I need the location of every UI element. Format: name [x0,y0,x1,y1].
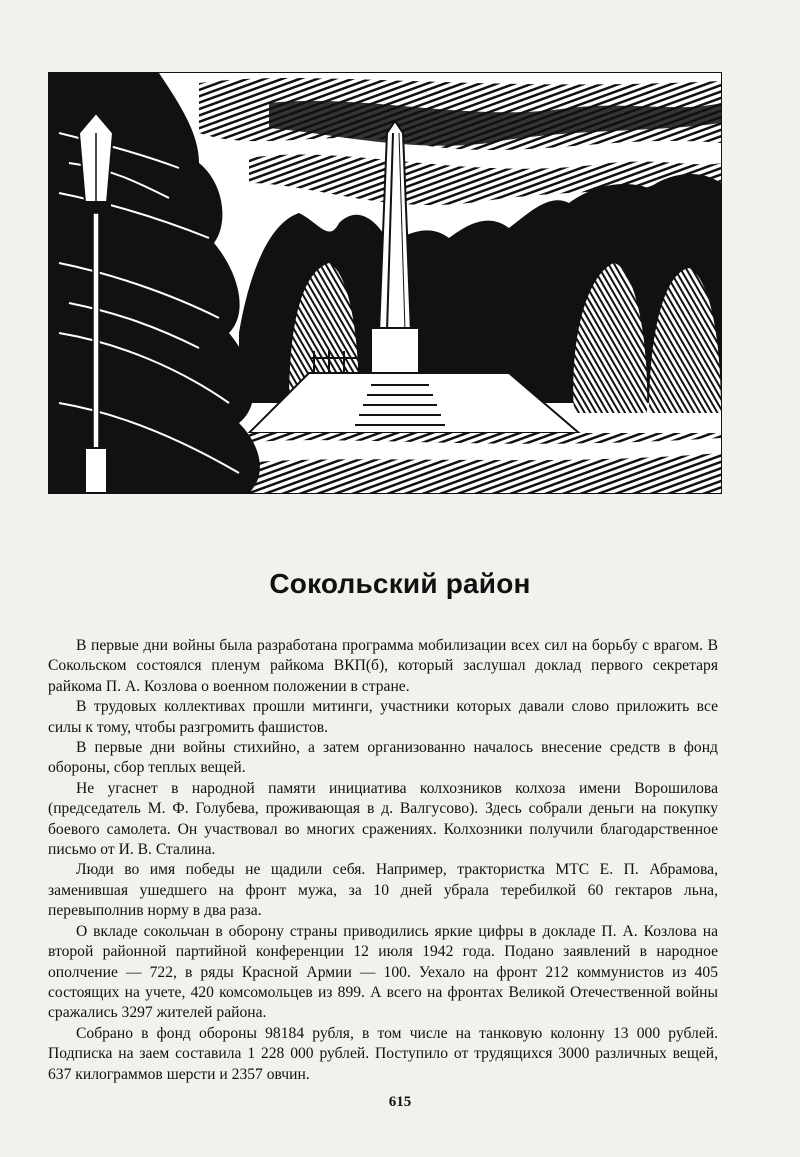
paragraph: Не угаснет в народной памяти инициатива колхозников колхоза имени Ворошилова (председатель М. Ф. Голубева, проживающая в д. Валгусово). Здесь собрали деньги на покупку боевого самолета. Он участвовал во многих сражениях. Колхозники получили благодарственное письмо от И. В. Сталина. [48,779,718,859]
woodcut-illustration [49,73,721,493]
article-body [48,636,718,1085]
page-title: Сокольский район [269,568,531,599]
woodcut-obelisk-memorial-icon [48,72,722,494]
paragraph: Собрано в фонд обороны 98184 рубля, в том числе на танковую колонну 13 000 рублей. Подписка на заем составила 1 228 000 рублей. Поступило от трудящихся 3000 различных вещей, 637 килограммов шерсти и 2357 овчин. [48,1024,718,1083]
paragraph: Люди во имя победы не щадили себя. Например, трактористка МТС Е. П. Абрамова, заменившая ушедшего на фронт мужа, за 10 дней убрала теребилкой 60 гектаров льна, перевыполнив норму в два раза. [48,861,718,920]
paragraph: О вкладе сокольчан в оборону страны приводились яркие цифры в докладе П. А. Козлова на второй районной партийной конференции 12 июля 1942 года. Подано заявлений в народное ополчение — 722, в ряды Красной Армии — 100. Уехало на фронт 212 коммунистов из 405 состоящих на учете, 420 комсомольцев из 899. А всего на фронтах Великой Отечественной войны сражались 3297 жителей района. [48,922,718,1022]
page-number: 615 [388,1094,412,1110]
paragraph: В первые дни войны была разработана программа мобилизации всех сил на борьбу с врагом. В Сокольском состоялся пленум райкома ВКП(б), который заслушал доклад первого секретаря райкома П. А. Козлова о военном положении в стране. [48,637,718,695]
paragraph: В первые дни войны стихийно, а затем организованно началось внесение средств в фонд обороны, сбор теплых вещей. [48,739,718,777]
paragraph: В трудовых коллективах прошли митинги, участники которых давали слово приложить все силы к тому, чтобы разгромить фашистов. [48,698,718,736]
